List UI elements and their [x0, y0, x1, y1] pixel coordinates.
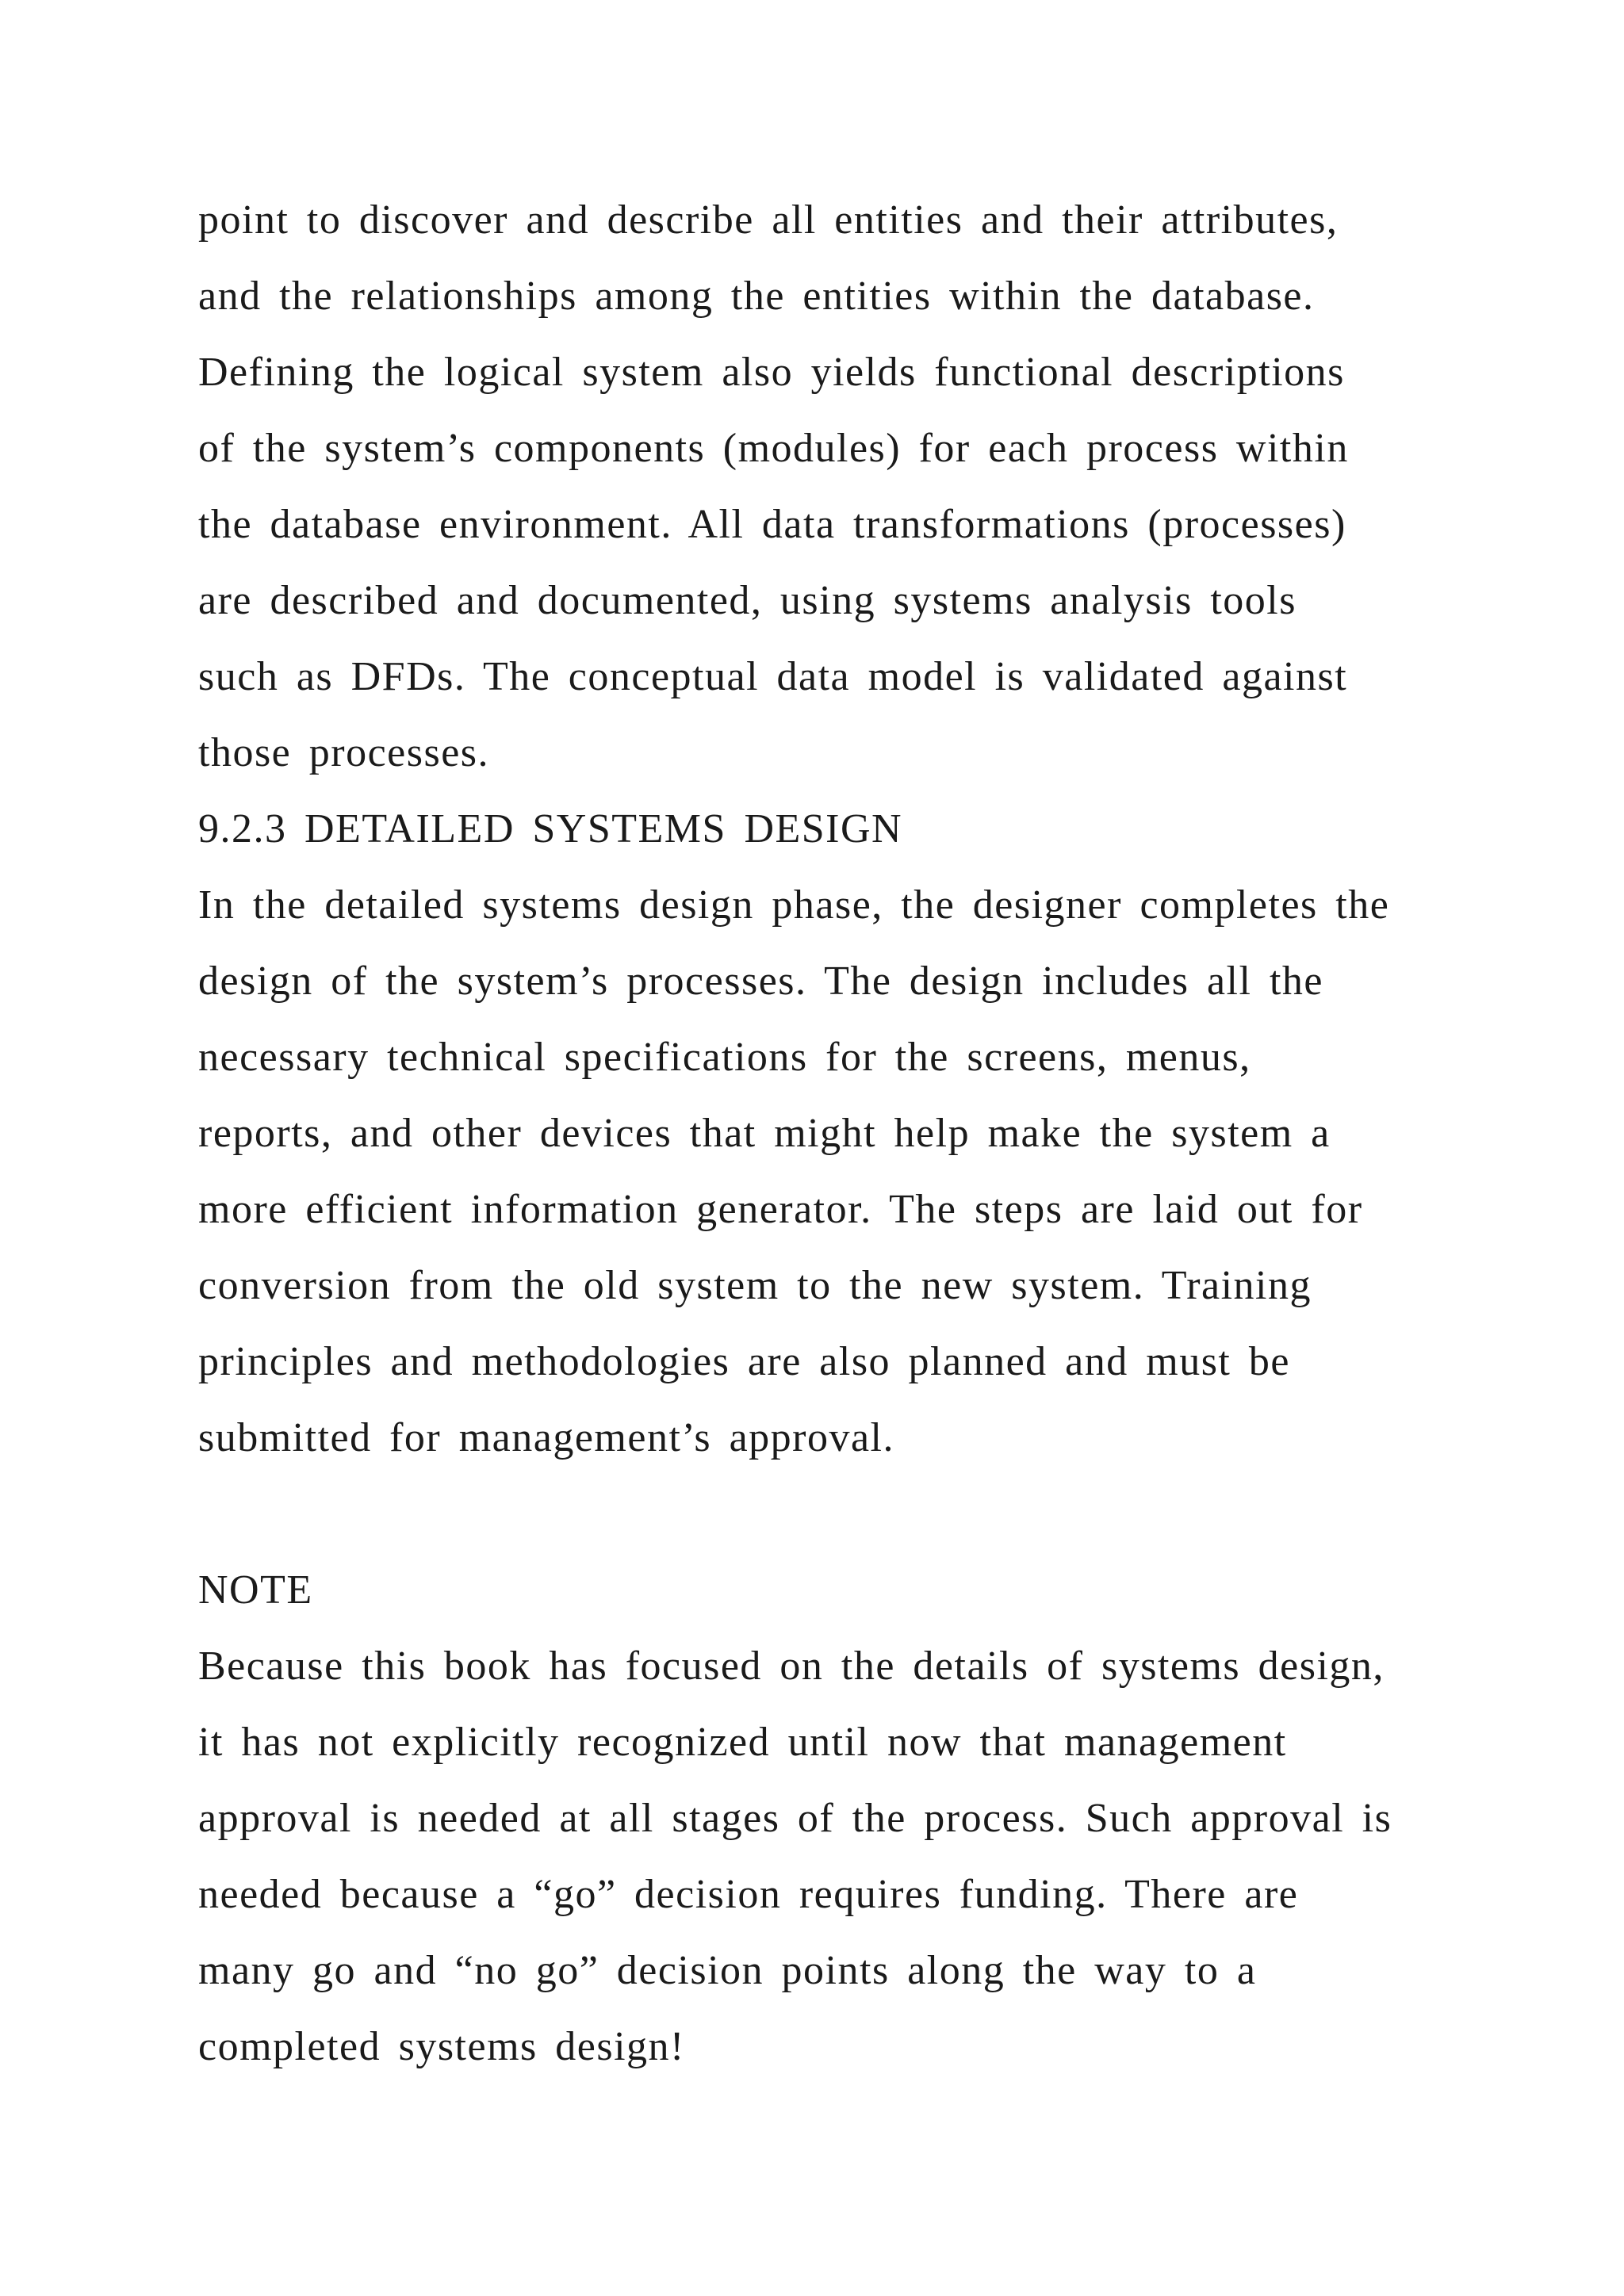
text-line: conversion from the old system to the new system. Training — [198, 1263, 1312, 1308]
paragraph-gap — [198, 1476, 1435, 1552]
text-line: needed because a “go” decision requires funding. There are — [198, 1872, 1299, 1917]
text-line: many go and “no go” decision points along the way to a — [198, 1948, 1257, 1993]
text-line: the database environment. All data transformations (processes) — [198, 502, 1346, 547]
text-line: of the system’s components (modules) for each process within — [198, 426, 1349, 471]
text-line: and the relationships among the entities within the database. — [198, 274, 1315, 319]
text-line: are described and documented, using systems analysis tools — [198, 578, 1297, 623]
note-paragraph — [198, 1628, 1435, 2085]
document-page — [198, 182, 1435, 2085]
text-line: completed systems design! — [198, 2024, 685, 2069]
text-line: Because this book has focused on the details of systems design, — [198, 1644, 1385, 1689]
text-line: point to discover and describe all entities and their attributes, — [198, 197, 1339, 243]
text-line: such as DFDs. The conceptual data model is validated against — [198, 654, 1348, 699]
text-line: those processes. — [198, 730, 490, 775]
text-line: Defining the logical system also yields functional descriptions — [198, 350, 1345, 395]
text-line: more efficient information generator. The steps are laid out for — [198, 1187, 1363, 1232]
intro-paragraph — [198, 182, 1435, 791]
text-line: principles and methodologies are also planned and must be — [198, 1339, 1290, 1384]
text-line: submitted for management’s approval. — [198, 1415, 895, 1460]
section-heading: 9.2.3 DETAILED SYSTEMS DESIGN — [198, 806, 903, 851]
section-paragraph — [198, 867, 1435, 1476]
text-line: design of the system’s processes. The design includes all the — [198, 959, 1323, 1004]
text-line: approval is needed at all stages of the process. Such approval is — [198, 1796, 1392, 1841]
text-line: In the detailed systems design phase, the designer completes the — [198, 882, 1390, 928]
text-line: necessary technical specifications for the screens, menus, — [198, 1035, 1251, 1080]
text-line: it has not explicitly recognized until now that management — [198, 1720, 1287, 1765]
note-heading: NOTE — [198, 1567, 313, 1613]
text-line: reports, and other devices that might help make the system a — [198, 1111, 1331, 1156]
